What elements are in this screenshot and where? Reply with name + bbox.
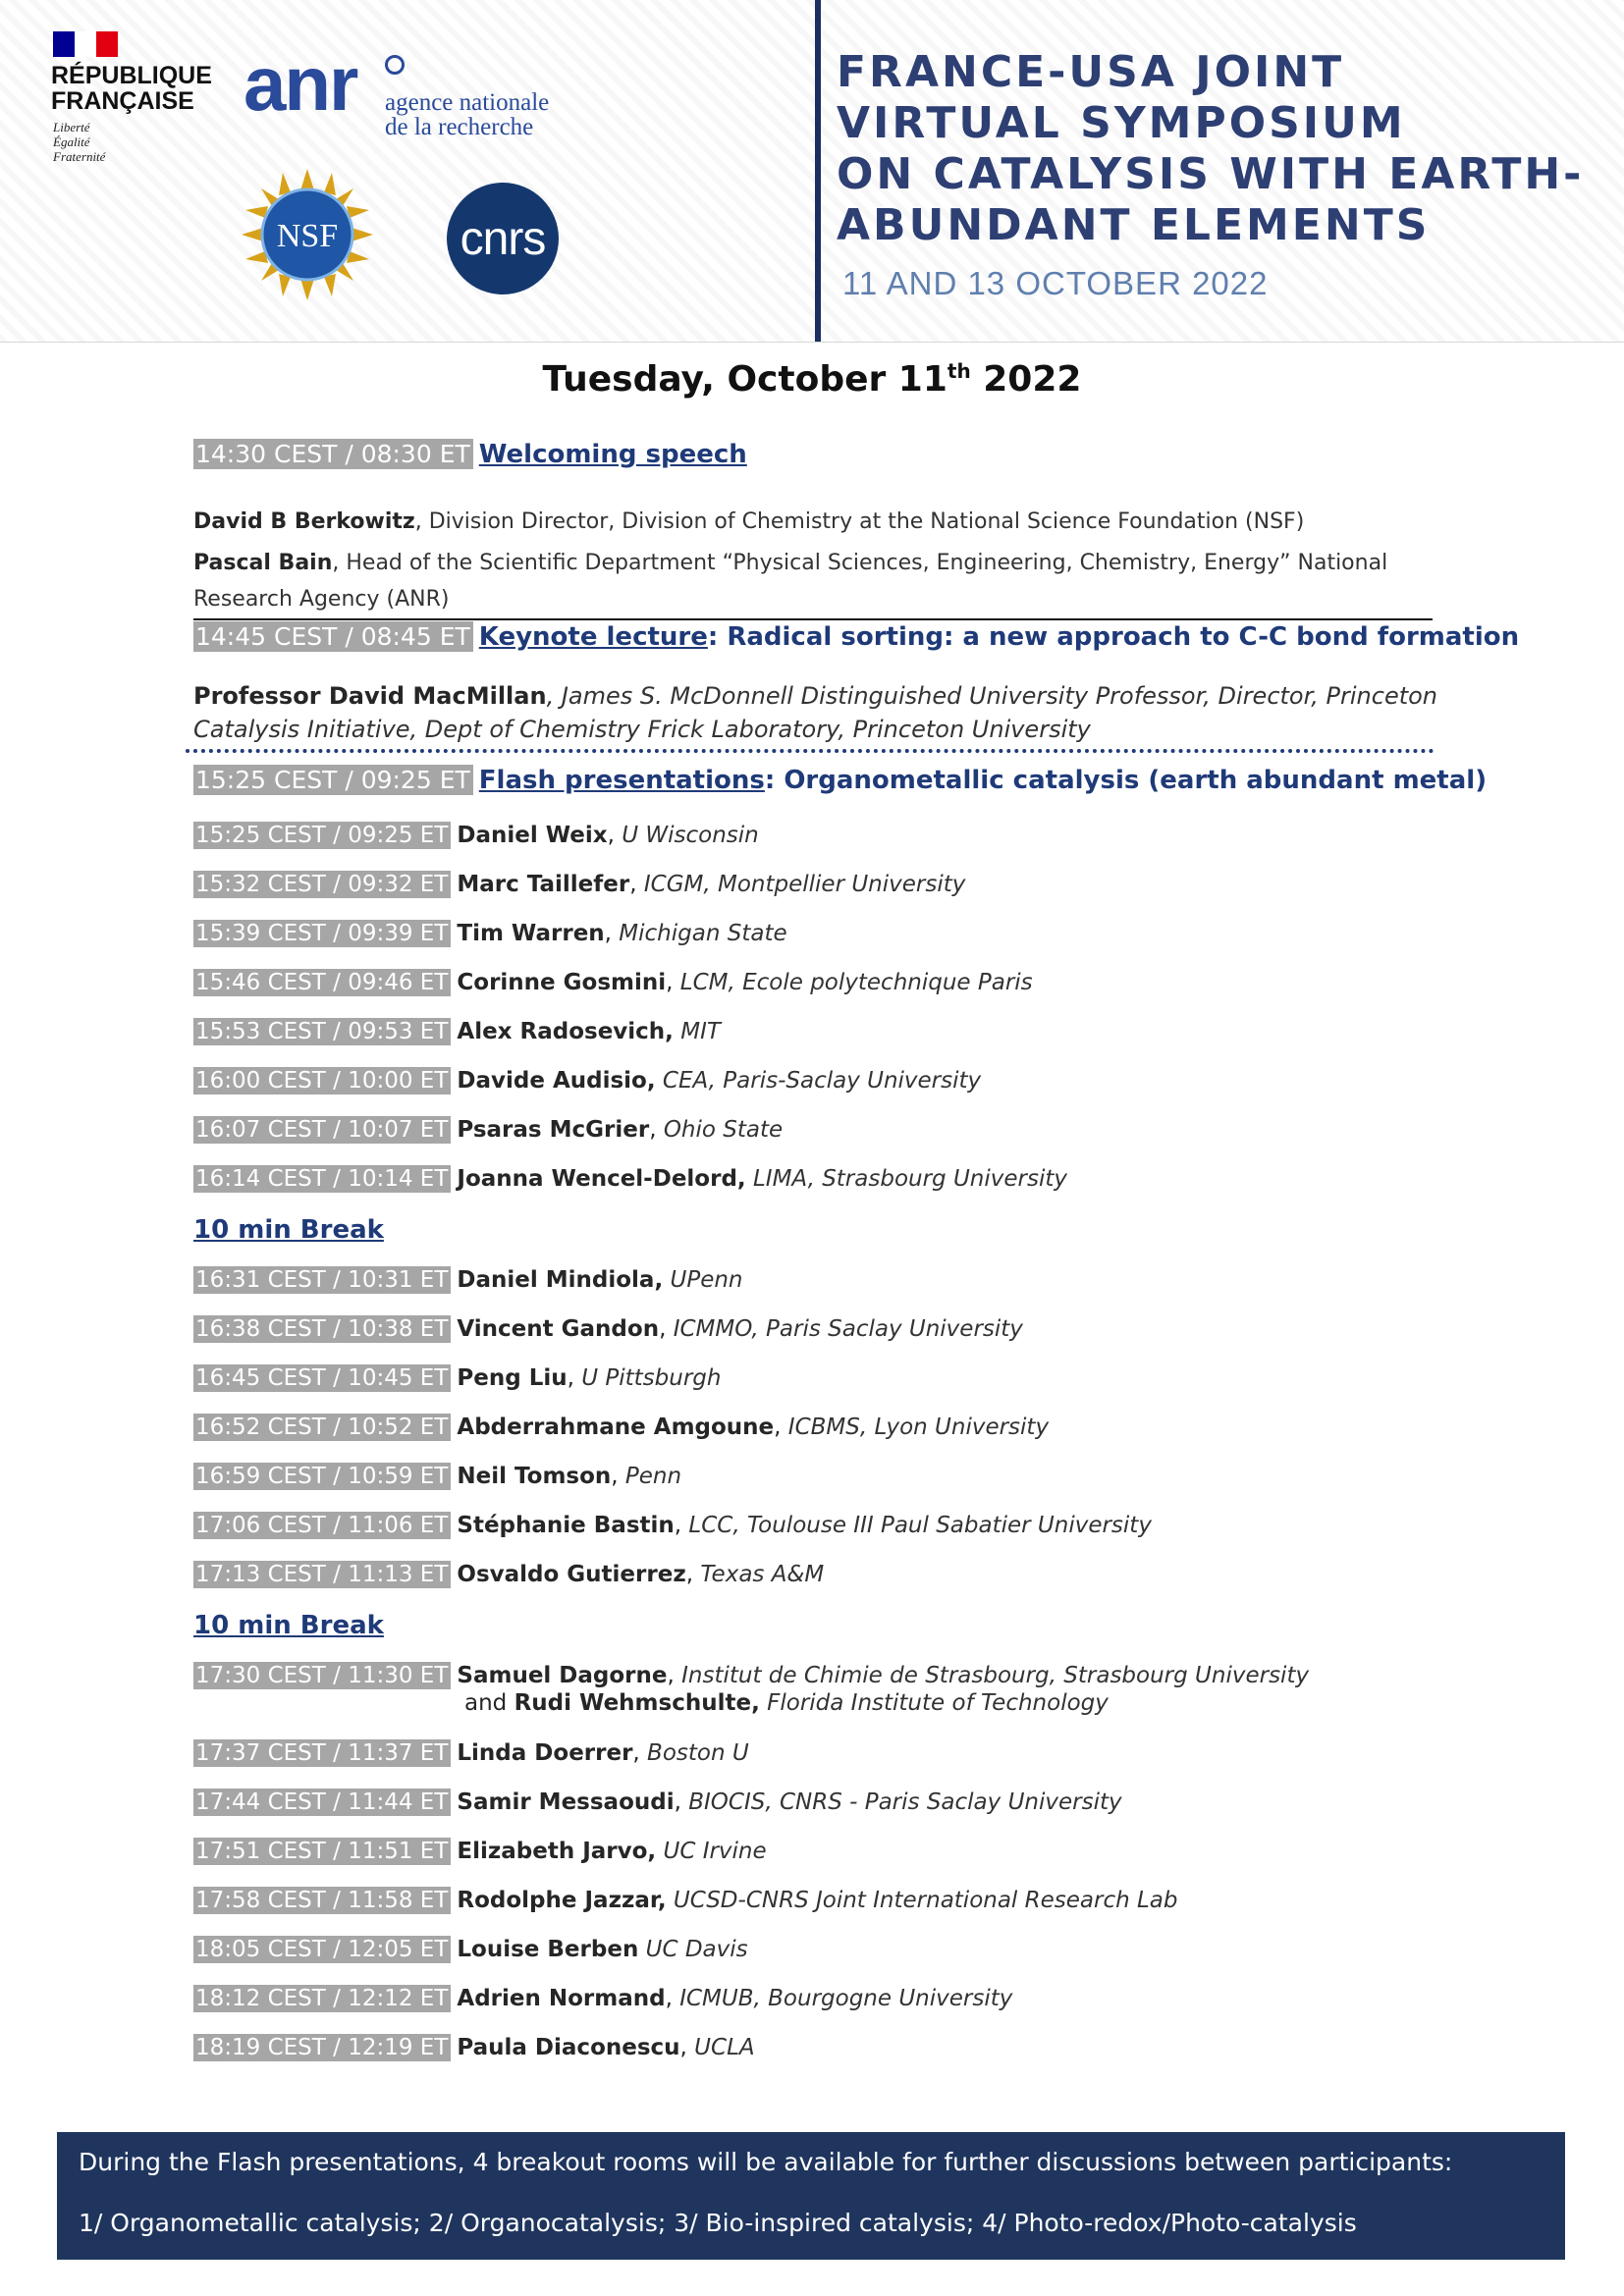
time-badge: 17:44 CEST / 11:44 ET: [193, 1789, 451, 1816]
welcome-speaker: [193, 504, 1304, 540]
speaker-name: Vincent Gandon: [457, 1316, 660, 1342]
speaker-name: Linda Doerrer: [457, 1740, 633, 1766]
talk-row: [193, 1839, 767, 1864]
separator: ,: [665, 1986, 680, 2011]
speaker-name: Alex Radosevich,: [457, 1019, 674, 1044]
separator: ,: [674, 1789, 689, 1815]
breakout-rooms-line: 1/ Organometallic catalysis; 2/ Organocatalysis; 3/ Bio-inspired catalysis; 4/ Photo-redox/Photo-catalysis: [79, 2209, 1357, 2237]
flash-title: : Organometallic catalysis (earth abundant metal): [764, 766, 1488, 795]
speaker-affiliation: U Wisconsin: [622, 823, 759, 848]
header-divider: [815, 0, 821, 342]
time-badge: 16:00 CEST / 10:00 ET: [193, 1067, 451, 1095]
talk-row: [193, 970, 1033, 995]
speaker-name: Neil Tomson: [457, 1464, 612, 1489]
separator: ,: [611, 1464, 625, 1489]
talk-row: [193, 1986, 1012, 2011]
cnrs-logo: cnrs: [447, 183, 559, 294]
talk-row: [193, 872, 965, 897]
time-badge: 16:38 CEST / 10:38 ET: [193, 1315, 451, 1343]
time-badge: 16:14 CEST / 10:14 ET: [193, 1165, 451, 1193]
time-badge: 15:25 CEST / 09:25 ET: [193, 822, 451, 849]
time-badge: 18:12 CEST / 12:12 ET: [193, 1985, 451, 2012]
speaker-affiliation: U Pittsburgh: [581, 1365, 722, 1391]
break-link[interactable]: 10 min Break: [193, 1611, 384, 1640]
time-badge: 16:52 CEST / 10:52 ET: [193, 1414, 451, 1441]
talk-row: [193, 1365, 721, 1391]
talk-row: [193, 1267, 743, 1293]
day-title-suffix: th: [947, 359, 971, 383]
speaker-role: , Head of the Scientific Department “Physical Sciences, Engineering, Chemistry, Energy” National: [332, 551, 1388, 575]
anr-registered-icon: [385, 55, 405, 75]
separator: ,: [649, 1117, 664, 1143]
separator: ,: [607, 823, 623, 848]
breakout-info-line: During the Flash presentations, 4 breakout rooms will be available for further discussions between participants:: [79, 2148, 1453, 2176]
time-badge: 17:13 CEST / 11:13 ET: [193, 1561, 451, 1588]
speaker-name: Rudi Wehmschulte,: [514, 1690, 760, 1716]
keynote-title: : Radical sorting: a new approach to C-C bond formation: [707, 622, 1520, 652]
talk-row: [193, 1513, 1152, 1538]
republic-motto: Liberté Égalité Fraternité: [53, 120, 106, 164]
speaker-name: Osvaldo Gutierrez: [457, 1562, 686, 1587]
welcome-link[interactable]: Welcoming speech: [478, 440, 747, 469]
time-badge: 16:45 CEST / 10:45 ET: [193, 1364, 451, 1392]
time-badge: 17:30 CEST / 11:30 ET: [193, 1662, 451, 1689]
time-badge: 16:31 CEST / 10:31 ET: [193, 1266, 451, 1294]
session-welcome: [193, 440, 747, 469]
speaker-name: Psaras McGrier: [457, 1117, 650, 1143]
speaker-affiliation: ICMMO, Paris Saclay University: [673, 1316, 1023, 1342]
speaker-affiliation: UPenn: [670, 1267, 743, 1293]
symposium-title: [837, 47, 1584, 251]
symposium-title-line: VIRTUAL SYMPOSIUM: [837, 98, 1406, 148]
nsf-logo: [242, 169, 373, 300]
speaker-affiliation: LIMA, Strasbourg University: [752, 1166, 1067, 1192]
separator: ,: [685, 1562, 701, 1587]
session-flash: [193, 766, 1487, 795]
keynote-affiliation-continuation: Catalysis Initiative, Dept of Chemistry Frick Laboratory, Princeton University: [193, 716, 1091, 743]
speaker-affiliation: CEA, Paris-Saclay University: [662, 1068, 982, 1094]
welcome-speaker: [193, 545, 1387, 581]
talk-row: [193, 1663, 1309, 1688]
separator: [656, 1068, 663, 1094]
time-badge: 14:45 CEST / 08:45 ET: [193, 621, 473, 652]
speaker-affiliation: Penn: [624, 1464, 682, 1489]
marianne-flag-icon: [53, 31, 118, 57]
talk-row: [193, 1166, 1067, 1192]
keynote-speaker: [193, 680, 1437, 712]
separator: ,: [604, 921, 620, 946]
separator: ,: [659, 1316, 674, 1342]
section-divider-dotted: [186, 749, 1435, 753]
separator: [663, 1267, 670, 1293]
time-badge: 14:30 CEST / 08:30 ET: [193, 439, 473, 469]
and-connector: and: [464, 1690, 514, 1716]
speaker-name: Joanna Wencel-Delord,: [457, 1166, 746, 1192]
separator: ,: [632, 1740, 648, 1766]
speaker-role: , Division Director, Division of Chemistry at the National Science Foundation (NSF): [414, 509, 1305, 534]
separator: [667, 1888, 674, 1913]
keynote-link[interactable]: Keynote lecture: [478, 622, 708, 652]
talk-row-continuation: [464, 1690, 1109, 1716]
talk-row: [193, 1789, 1122, 1815]
symposium-title-line: FRANCE-USA JOINT: [837, 47, 1345, 97]
anr-logo: anr: [244, 40, 357, 127]
welcome-speaker-continuation: Research Agency (ANR): [193, 587, 450, 612]
anr-agency-name: agence nationale de la recherche: [385, 89, 550, 140]
talk-row: [193, 1415, 1049, 1440]
talk-row: [193, 1464, 681, 1489]
time-badge: 16:59 CEST / 10:59 ET: [193, 1463, 451, 1490]
header-banner: [0, 0, 1624, 343]
speaker-name: Rodolphe Jazzar,: [457, 1888, 667, 1913]
separator: ,: [629, 872, 644, 897]
day-title-text: Tuesday, October 11: [542, 359, 947, 400]
speaker-affiliation: Texas A&M: [700, 1562, 825, 1587]
time-badge: 15:46 CEST / 09:46 ET: [193, 969, 451, 996]
separator: ,: [567, 1365, 582, 1391]
speaker-name: Daniel Weix: [457, 823, 608, 848]
symposium-title-line: ABUNDANT ELEMENTS: [837, 200, 1431, 250]
speaker-affiliation: Ohio State: [663, 1117, 784, 1143]
time-badge: 18:19 CEST / 12:19 ET: [193, 2034, 451, 2061]
talk-row: [193, 1740, 749, 1766]
time-badge: 17:51 CEST / 11:51 ET: [193, 1838, 451, 1865]
time-badge: 15:25 CEST / 09:25 ET: [193, 765, 473, 795]
speaker-affiliation: Florida Institute of Technology: [767, 1690, 1109, 1716]
time-badge: 15:32 CEST / 09:32 ET: [193, 871, 451, 898]
speaker-name: Davide Audisio,: [457, 1068, 656, 1094]
speaker-name: Corinne Gosmini: [457, 970, 667, 995]
speaker-name: Abderrahmane Amgoune: [457, 1415, 775, 1440]
separator: ,: [774, 1415, 788, 1440]
speaker-name: Stéphanie Bastin: [457, 1513, 675, 1538]
speaker-name: Professor David MacMillan: [193, 682, 547, 710]
speaker-name: Elizabeth Jarvo,: [457, 1839, 657, 1864]
talk-row: [193, 1888, 1178, 1913]
separator: [638, 1937, 645, 1962]
speaker-affiliation: , James S. McDonnell Distinguished University Professor, Director, Princeton: [546, 682, 1438, 710]
speaker-affiliation: UC Irvine: [663, 1839, 767, 1864]
break-link[interactable]: 10 min Break: [193, 1215, 384, 1245]
speaker-affiliation: MIT: [680, 1019, 721, 1044]
speaker-affiliation: ICGM, Montpellier University: [643, 872, 966, 897]
breakout-info-box: [57, 2132, 1565, 2260]
speaker-name: David B Berkowitz: [193, 509, 415, 534]
nsf-logo-text: NSF: [276, 218, 339, 254]
time-badge: 15:53 CEST / 09:53 ET: [193, 1018, 451, 1045]
speaker-affiliation: LCM, Ecole polytechnique Paris: [679, 970, 1033, 995]
speaker-name: Louise Berben: [457, 1937, 639, 1962]
speaker-name: Daniel Mindiola,: [457, 1267, 664, 1293]
talk-row: [193, 2035, 755, 2060]
speaker-affiliation: UCSD-CNRS Joint International Research Lab: [673, 1888, 1178, 1913]
speaker-name: Marc Taillefer: [457, 872, 630, 897]
speaker-affiliation: ICBMS, Lyon University: [787, 1415, 1050, 1440]
speaker-name: Adrien Normand: [457, 1986, 666, 2011]
talk-row: [193, 1316, 1023, 1342]
section-divider: [193, 618, 1433, 620]
time-badge: 17:37 CEST / 11:37 ET: [193, 1739, 451, 1767]
speaker-name: Samuel Dagorne: [457, 1663, 668, 1688]
time-badge: 15:39 CEST / 09:39 ET: [193, 920, 451, 947]
separator: ,: [667, 1663, 682, 1688]
flash-link[interactable]: Flash presentations: [478, 766, 765, 795]
speaker-affiliation: UC Davis: [645, 1937, 748, 1962]
republique-francaise-logo: RÉPUBLIQUE FRANÇAISE: [51, 62, 212, 115]
symposium-title-line: ON CATALYSIS WITH EARTH-: [837, 149, 1585, 199]
speaker-affiliation: UCLA: [694, 2035, 755, 2060]
speaker-affiliation: Institut de Chimie de Strasbourg, Strasbourg University: [681, 1663, 1310, 1688]
speaker-affiliation: BIOCIS, CNRS - Paris Saclay University: [688, 1789, 1122, 1815]
speaker-affiliation: Boston U: [647, 1740, 749, 1766]
symposium-dates: 11 AND 13 OCTOBER 2022: [842, 265, 1269, 301]
separator: ,: [674, 1513, 689, 1538]
time-badge: 18:05 CEST / 12:05 ET: [193, 1936, 451, 1963]
session-keynote: [193, 622, 1519, 652]
talk-row: [193, 1117, 783, 1143]
speaker-name: Peng Liu: [457, 1365, 568, 1391]
time-badge: 17:06 CEST / 11:06 ET: [193, 1512, 451, 1539]
speaker-affiliation: ICMUB, Bourgogne University: [679, 1986, 1013, 2011]
speaker-name: Paula Diaconescu: [457, 2035, 680, 2060]
separator: ,: [666, 970, 680, 995]
speaker-name: Tim Warren: [457, 921, 605, 946]
talk-row: [193, 921, 787, 946]
speaker-affiliation: LCC, Toulouse III Paul Sabatier University: [688, 1513, 1152, 1538]
talk-row: [193, 823, 759, 848]
time-badge: 17:58 CEST / 11:58 ET: [193, 1887, 451, 1914]
day-title-year: 2022: [970, 359, 1082, 400]
talk-row: [193, 1937, 748, 1962]
separator: ,: [679, 2035, 695, 2060]
day-title: [0, 359, 1624, 400]
talk-row: [193, 1068, 981, 1094]
talk-row: [193, 1019, 721, 1044]
time-badge: 16:07 CEST / 10:07 ET: [193, 1116, 451, 1144]
speaker-name: Samir Messaoudi: [457, 1789, 675, 1815]
speaker-affiliation: Michigan State: [619, 921, 787, 946]
talk-row: [193, 1562, 824, 1587]
speaker-name: Pascal Bain: [193, 551, 333, 575]
separator: [746, 1166, 753, 1192]
